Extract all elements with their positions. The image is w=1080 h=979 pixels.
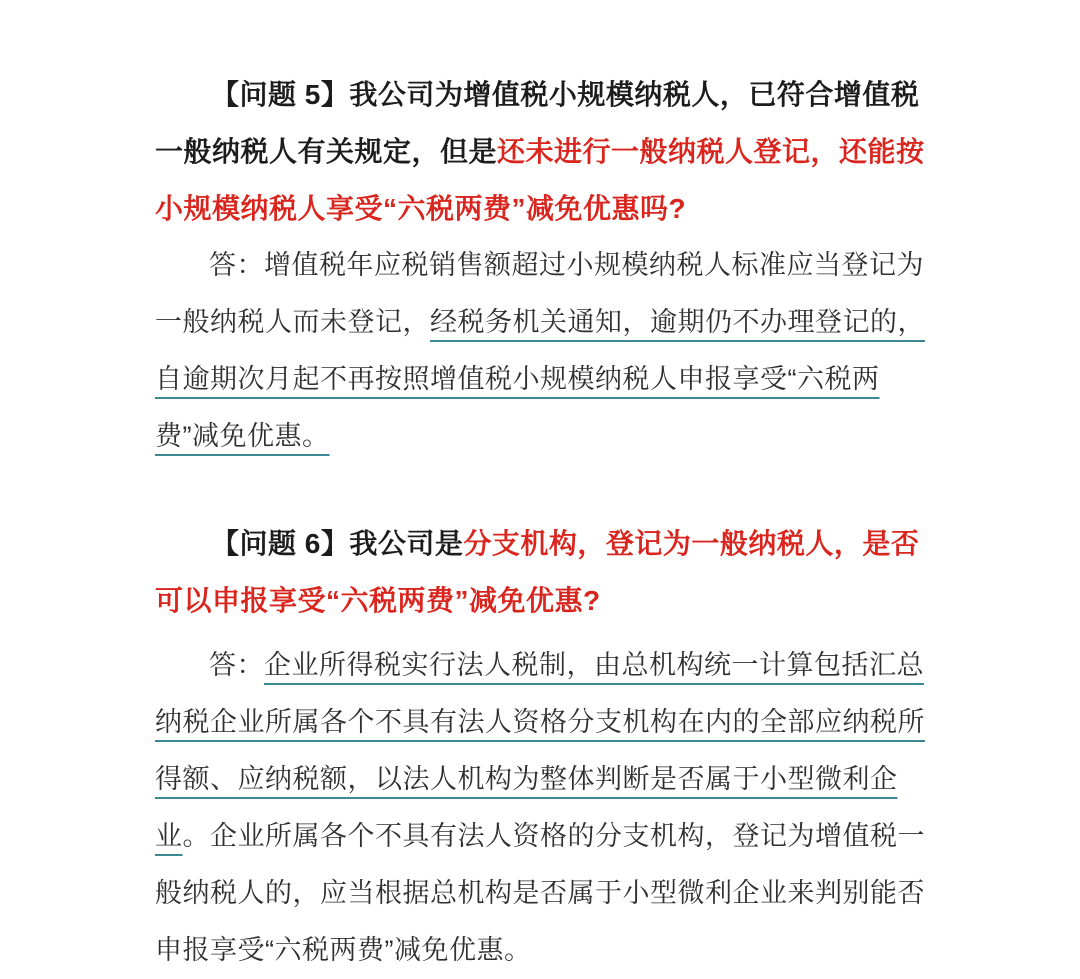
answer-6-prefix-text: 答： (209, 650, 264, 680)
question-5-heading (155, 66, 932, 237)
answer-6-paragraph (155, 637, 932, 979)
question-5-heading-black-text: 【问题 5】我公司为增值税小规模纳税人，已符合增值税一般纳税人有关规定，但是 (155, 79, 920, 167)
answer-6-normal-text: 。企业所属各个不具有法人资格的分支机构，登记为增值税一般纳税人的，应当根据总机构是否属于小型微利企业来判别能否申报享受“六税两费”减免优惠。 (155, 821, 925, 965)
answer-5-underlined-text: 经税务机关通知，逾期仍不办理登记的，自逾期次月起不再按照增值税小规模纳税人申报享受“六税两费”减免优惠。 (155, 307, 925, 451)
question-6-heading-black-text: 【问题 6】我公司是 (211, 528, 464, 559)
question-5-heading-red-text: 还未进行一般纳税人登记，还能按小规模纳税人享受“六税两费”减免优惠吗? (155, 136, 925, 224)
answer-5-paragraph (155, 237, 932, 465)
question-6-heading (155, 515, 932, 629)
question-6-heading-red-text: 分支机构，登记为一般纳税人，是否可以申报享受“六税两费”减免优惠? (155, 528, 920, 616)
answer-5-normal-text: 答：增值税年应税销售额超过小规模纳税人标准应当登记为一般纳税人而未登记， (155, 250, 924, 337)
answer-6-underlined-text: 企业所得税实行法人税制，由总机构统一计算包括汇总纳税企业所属各个不具有法人资格分支机构在内的全部应纳税所得额、应纳税额，以法人机构为整体判断是否属于小型微利企业 (155, 650, 925, 851)
